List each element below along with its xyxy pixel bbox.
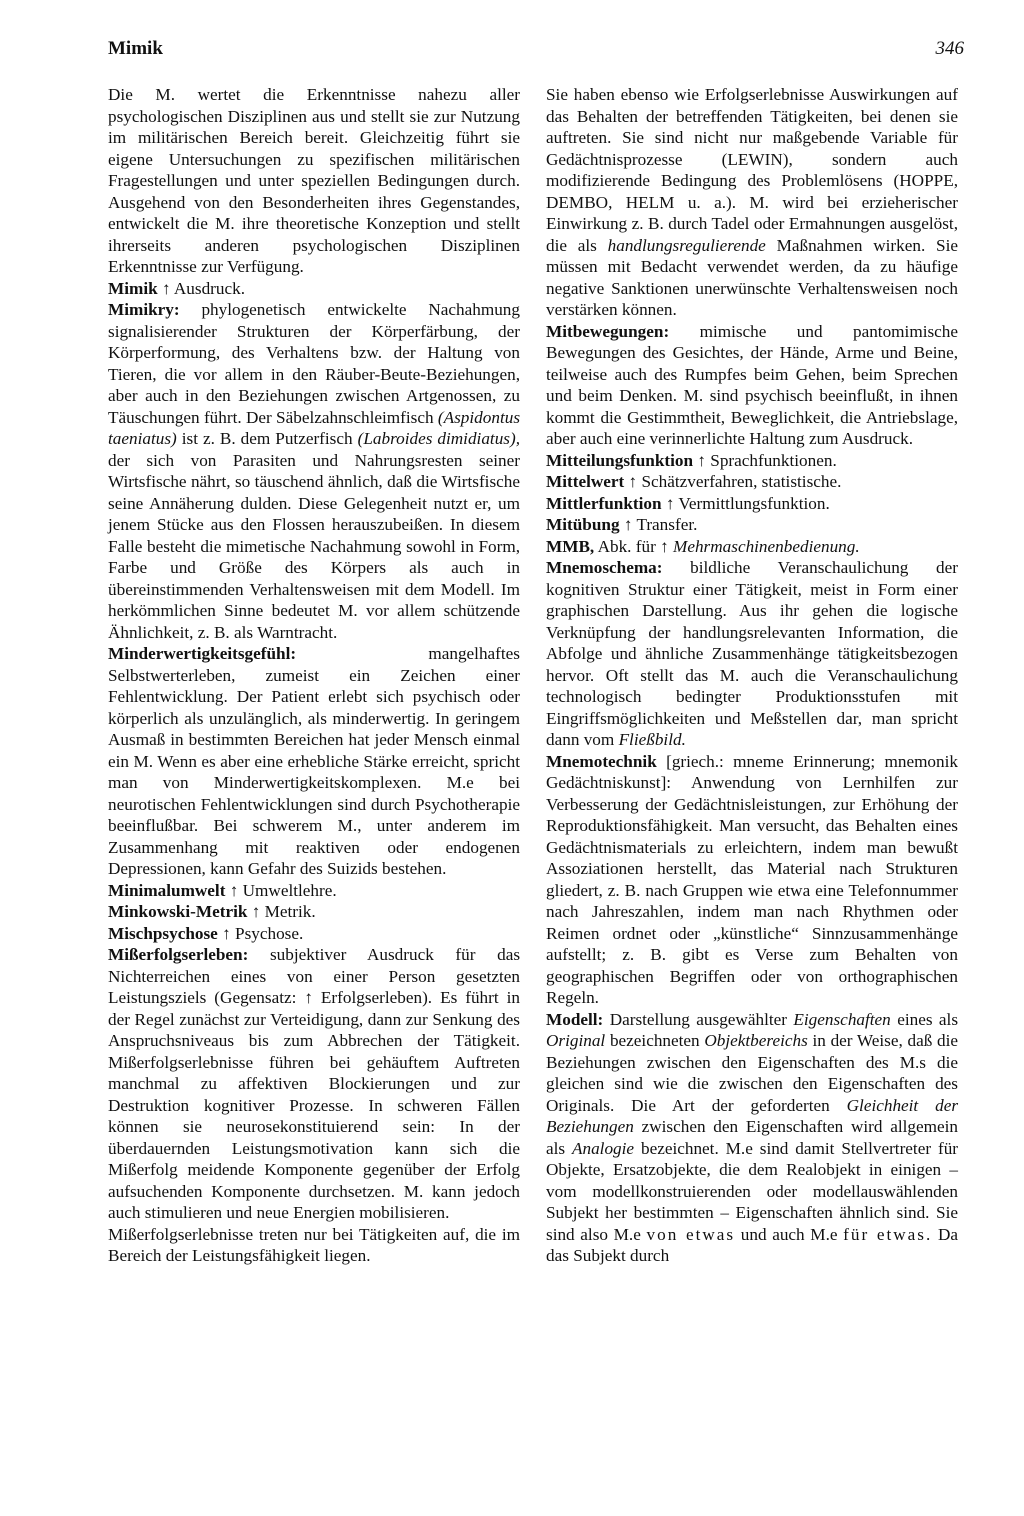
entry-mimik: [108, 278, 520, 300]
entry-continuation: Die M. wertet die Erkenntnisse nahezu aller psychologischen Disziplinen aus und stellt sie zur Nutzung im militärischen Bereich bereit. Gleichzeitig führt sie eigene Untersuchungen zu spezifischen militärischen Fragestellungen und unter speziellen Bedingungen durch. Ausgehend von den Besonderheiten ihres Gegenstandes, entwickelt die M. ihre theoretische Konzeption und stellt ihrerseits anderen psychologischen Disziplinen Erkenntnisse zur Verfügung.: [108, 85, 520, 276]
entry-mimikry: [108, 299, 520, 643]
entry-mmb: [546, 536, 958, 558]
running-head: Mimik: [108, 38, 163, 59]
left-column: [108, 84, 520, 1267]
cross-reference: ↑ Ausdruck.: [161, 278, 246, 298]
italic-term: Mehrmaschinenbedienung.: [673, 536, 860, 556]
term-misserfolgserleben: Mißerfolgserleben:: [108, 945, 249, 964]
cross-reference: ↑ Vermittlungsfunktion.: [665, 493, 830, 513]
entry-mnemoschema: [546, 557, 958, 751]
italic-term: Fließbild.: [618, 730, 686, 749]
term-minkowski-metrik: Minkowski-Metrik: [108, 902, 248, 921]
term-mischpsychose: Mischpsychose: [108, 923, 218, 943]
italic-term: Objektbereichs: [704, 1031, 808, 1050]
definition-text: Abk. für ↑: [597, 536, 669, 556]
cross-reference: ↑ Transfer.: [623, 515, 698, 534]
entry-minimalumwelt: [108, 880, 520, 902]
right-column: [546, 84, 958, 1267]
entry-minkowski-metrik: [108, 901, 520, 923]
term-mmb: MMB,: [546, 536, 595, 556]
definition-text: bezeichnet. M.e sind damit Stellvertreter für Objekte, Ersatzobjekte, die dem Realobjekt in einigen – vom modellkonstruierenden oder modellauswählenden Subjekt her bestimmten – Eigenschaften ähnlich sind. Sie sind also M.e: [546, 1138, 959, 1244]
spaced-term: von etwas: [646, 1224, 736, 1244]
term-minderwertigkeitsgefuehl: Minderwertigkeitsgefühl:: [108, 644, 297, 663]
italic-term: Eigenschaften: [793, 1009, 891, 1029]
definition-text: Maßnahmen wirken. Sie müssen mit Bedacht verwendet werden, da zu häufige negative Sanktionen unerwünschte Verhaltensweisen noch verstärken können.: [546, 235, 958, 319]
italic-term: Gleichheit der Beziehungen: [546, 1095, 959, 1136]
definition-text: und auch M.e: [740, 1224, 838, 1244]
term-minimalumwelt: Minimalumwelt: [108, 880, 226, 900]
entry-continuation: [546, 84, 958, 321]
term-mimikry: Mimikry:: [108, 300, 180, 319]
definition-text: Darstellung ausgewählter: [609, 1009, 787, 1029]
latin-name: (Labroides dimidiatus),: [357, 429, 520, 448]
term-mimik: Mimik: [108, 278, 158, 298]
page-number: 346: [935, 38, 964, 59]
definition-text: eines als: [897, 1009, 959, 1029]
cross-reference: ↑ Umweltlehre.: [229, 880, 337, 900]
cross-reference: ↑ Metrik.: [251, 902, 316, 921]
latin-name: (Aspidontus taeniatus): [108, 407, 521, 448]
cross-reference: ↑ Sprachfunktionen.: [697, 450, 837, 470]
entry-paragraph: Mißerfolgserlebnisse treten nur bei Tätigkeiten auf, die im Bereich der Leistungsfähigkeit liegen.: [108, 1224, 520, 1265]
term-mituebung: Mitübung: [546, 515, 620, 534]
entry-mittelwert: [546, 471, 958, 493]
definition-text: bezeichneten: [609, 1031, 700, 1050]
term-mitbewegungen: Mitbewegungen:: [546, 321, 670, 341]
definition-text: zwischen den Eigenschaften wird allgemein als: [546, 1117, 959, 1158]
term-mittelwert: Mittelwert: [546, 472, 625, 491]
definition-text: Sie haben ebenso wie Erfolgserlebnisse Auswirkungen auf das Behalten der betreffenden Tätigkeiten, bei denen sie auftreten. Sie sind nicht nur maßgebende Variable für Gedächtnisprozesse (LEWIN), sondern auch modifizierende Bedingung des Problemlösens (HOPPE, DEMBO, HELM u. a.). M. wird bei erzieherischer Einwirkung z. B. durch Tadel oder Ermahnungen ausgelöst, die als: [546, 85, 958, 255]
definition-text: [griech.: mneme Erinnerung; mnemonik Gedächtniskunst]: Anwendung von Lernhilfen zur Verbesserung der Gedächtnisleistungen, zur Erhöhung der Reproduktionsfähigkeit. Man versucht, das Behalten eines Gedächtnismaterials zu erleichtern, indem man bewußt Assoziationen herstellt, das Material nach Strukturen gliedert, z. B. nach Gruppen wie etwa eine Telefonnummer nach Jahreszahlen, indem man nach Rhythmen oder Reimen ordnet oder „künstliche“ Sinnzusammenhänge aufstellt; z. B. gibt es Verse zum Behalten von geographischen Begriffen oder von orthographischen Regeln.: [546, 751, 958, 1007]
entry-mitteilungsfunktion: [546, 450, 958, 472]
spaced-term: für etwas.: [843, 1224, 933, 1244]
definition-text: phylogenetisch entwickelte Nachahmung signalisierender Strukturen der Körperfärbung, der Körperformung, des Verhaltens bzw. der Haltung von Tieren, die vor allem in den Räuber-Beute-Beziehungen, aber auch in den Beziehungen zwischen Artgenossen, zu Täuschungen führt. Der Säbelzahnschleimfisch: [108, 300, 520, 427]
italic-term: Analogie: [572, 1138, 635, 1158]
term-mitteilungsfunktion: Mitteilungsfunktion: [546, 450, 694, 470]
term-mnemotechnik: Mnemotechnik: [546, 751, 657, 771]
entry-mitbewegungen: [546, 321, 958, 450]
term-modell: Modell:: [546, 1009, 604, 1029]
definition-text: mangelhaftes Selbstwerterleben, zumeist ein Zeichen einer Fehlentwicklung. Der Patient erlebt sich psychisch oder körperlich als unzulänglich, als minderwertig. In geringem Ausmaß in bestimmten Bereichen hat jeder Mensch einmal ein M. Wenn es aber eine erhebliche Stärke erreicht, spricht man von Minderwertigkeitskomplexen. M.e bei neurotischen Fehlentwicklungen sind durch Psychotherapie beeinflußbar. Bei schwerem M., unter anderem im Zusammenhang mit reaktiven oder endogenen Depressionen, kann Gefahr des Suizids bestehen.: [108, 644, 520, 878]
entry-mnemotechnik: [546, 751, 958, 1009]
cross-reference: ↑ Schätzverfahren, statistische.: [628, 472, 842, 491]
definition-text: subjektiver Ausdruck für das Nichterreichen eines von einer Person gesetzten Leistungsziels (Gegensatz: ↑ Erfolgserleben). Es führt in der Regel zunächst zur Verteidigung, dann zur Senkung des Anspruchsniveaus bis zum Abbrechen der Tätigkeit. Mißerfolgserlebnisse führen bei gehäuftem Auftreten manchmal zu affektiven Blockierungen und zur Destruktion kognitiver Prozesse. In schweren Fällen können sie neurosekonstituierend sein: In der überdauernden Leistungsmotivation kann sich die Mißerfolg meidende Komponente gegenüber der Erfolg aufsuchenden Komponente durchsetzen. M. kann jedoch auch stimulieren und neue Energien mobilisieren.: [108, 945, 521, 1222]
definition-text: in der Weise, daß die Beziehungen zwischen den Eigenschaften des M.s die gleichen sind wie die zwischen den Eigenschaften des Originals. Die Art der geforderten: [546, 1031, 959, 1115]
term-mittlerfunktion: Mittlerfunktion: [546, 493, 662, 513]
definition-text: ist z. B. dem Putzerfisch: [181, 429, 353, 448]
entry-modell: [546, 1009, 958, 1267]
entry-minderwertigkeitsgefuehl: [108, 643, 520, 880]
entry-mituebung: [546, 514, 958, 536]
definition-text: Da das Subjekt durch: [546, 1224, 958, 1265]
entry-mischpsychose: [108, 923, 520, 945]
definition-text: der sich von Parasiten und Nahrungsresten seiner Wirtsfische nährt, so täuschend ähnlich, daß die Wirtsfische seine Annäherung dulden. Diese Gelegenheit nutzt er, um jenem Stücke aus den Flossen herauszubeißen. In diesem Falle besteht die mimetische Nachahmung sowohl in Form, Farbe und Größe des Körpers als auch in übereinstimmenden Verhaltensweisen mit dem Modell. Im herkömmlichen Sinne bedeutet M. vor allem schützende Ähnlichkeit, z. B. als Warntracht.: [108, 450, 520, 642]
italic-term: handlungsregulierende: [607, 235, 766, 255]
definition-text: bildliche Veranschaulichung der kognitiven Struktur einer Tätigkeit, meist in Form einer graphischen Darstellung. Aus ihr gehen die logische Verknüpfung der handlungsrelevanten Information, die Abfolge und ähnliche Zusammenhänge tätigkeitsbezogen hervor. Oft stellt das M. auch die Veranschaulichung technologisch bedingter Produktionsstufen mit Eingriffsmöglichkeiten und Meßstellen dar, man spricht dann vom: [546, 558, 959, 749]
entry-misserfolgserleben: [108, 944, 520, 1224]
cross-reference: ↑ Psychose.: [222, 923, 304, 943]
italic-term: Original: [546, 1031, 606, 1050]
term-mnemoschema: Mnemoschema:: [546, 558, 663, 577]
entry-mittlerfunktion: [546, 493, 958, 515]
definition-text: mimische und pantomimische Bewegungen des Gesichtes, der Hände, Arme und Beine, teilweise auch des Rumpfes beim Gehen, beim Sprechen und beim Denken. M. sind psychisch beeinflußt, in ihnen kommt die Gestimmtheit, Beweglichkeit, die Antriebslage, aber auch eine verinnerlichte Haltung zum Ausdruck.: [546, 321, 959, 448]
